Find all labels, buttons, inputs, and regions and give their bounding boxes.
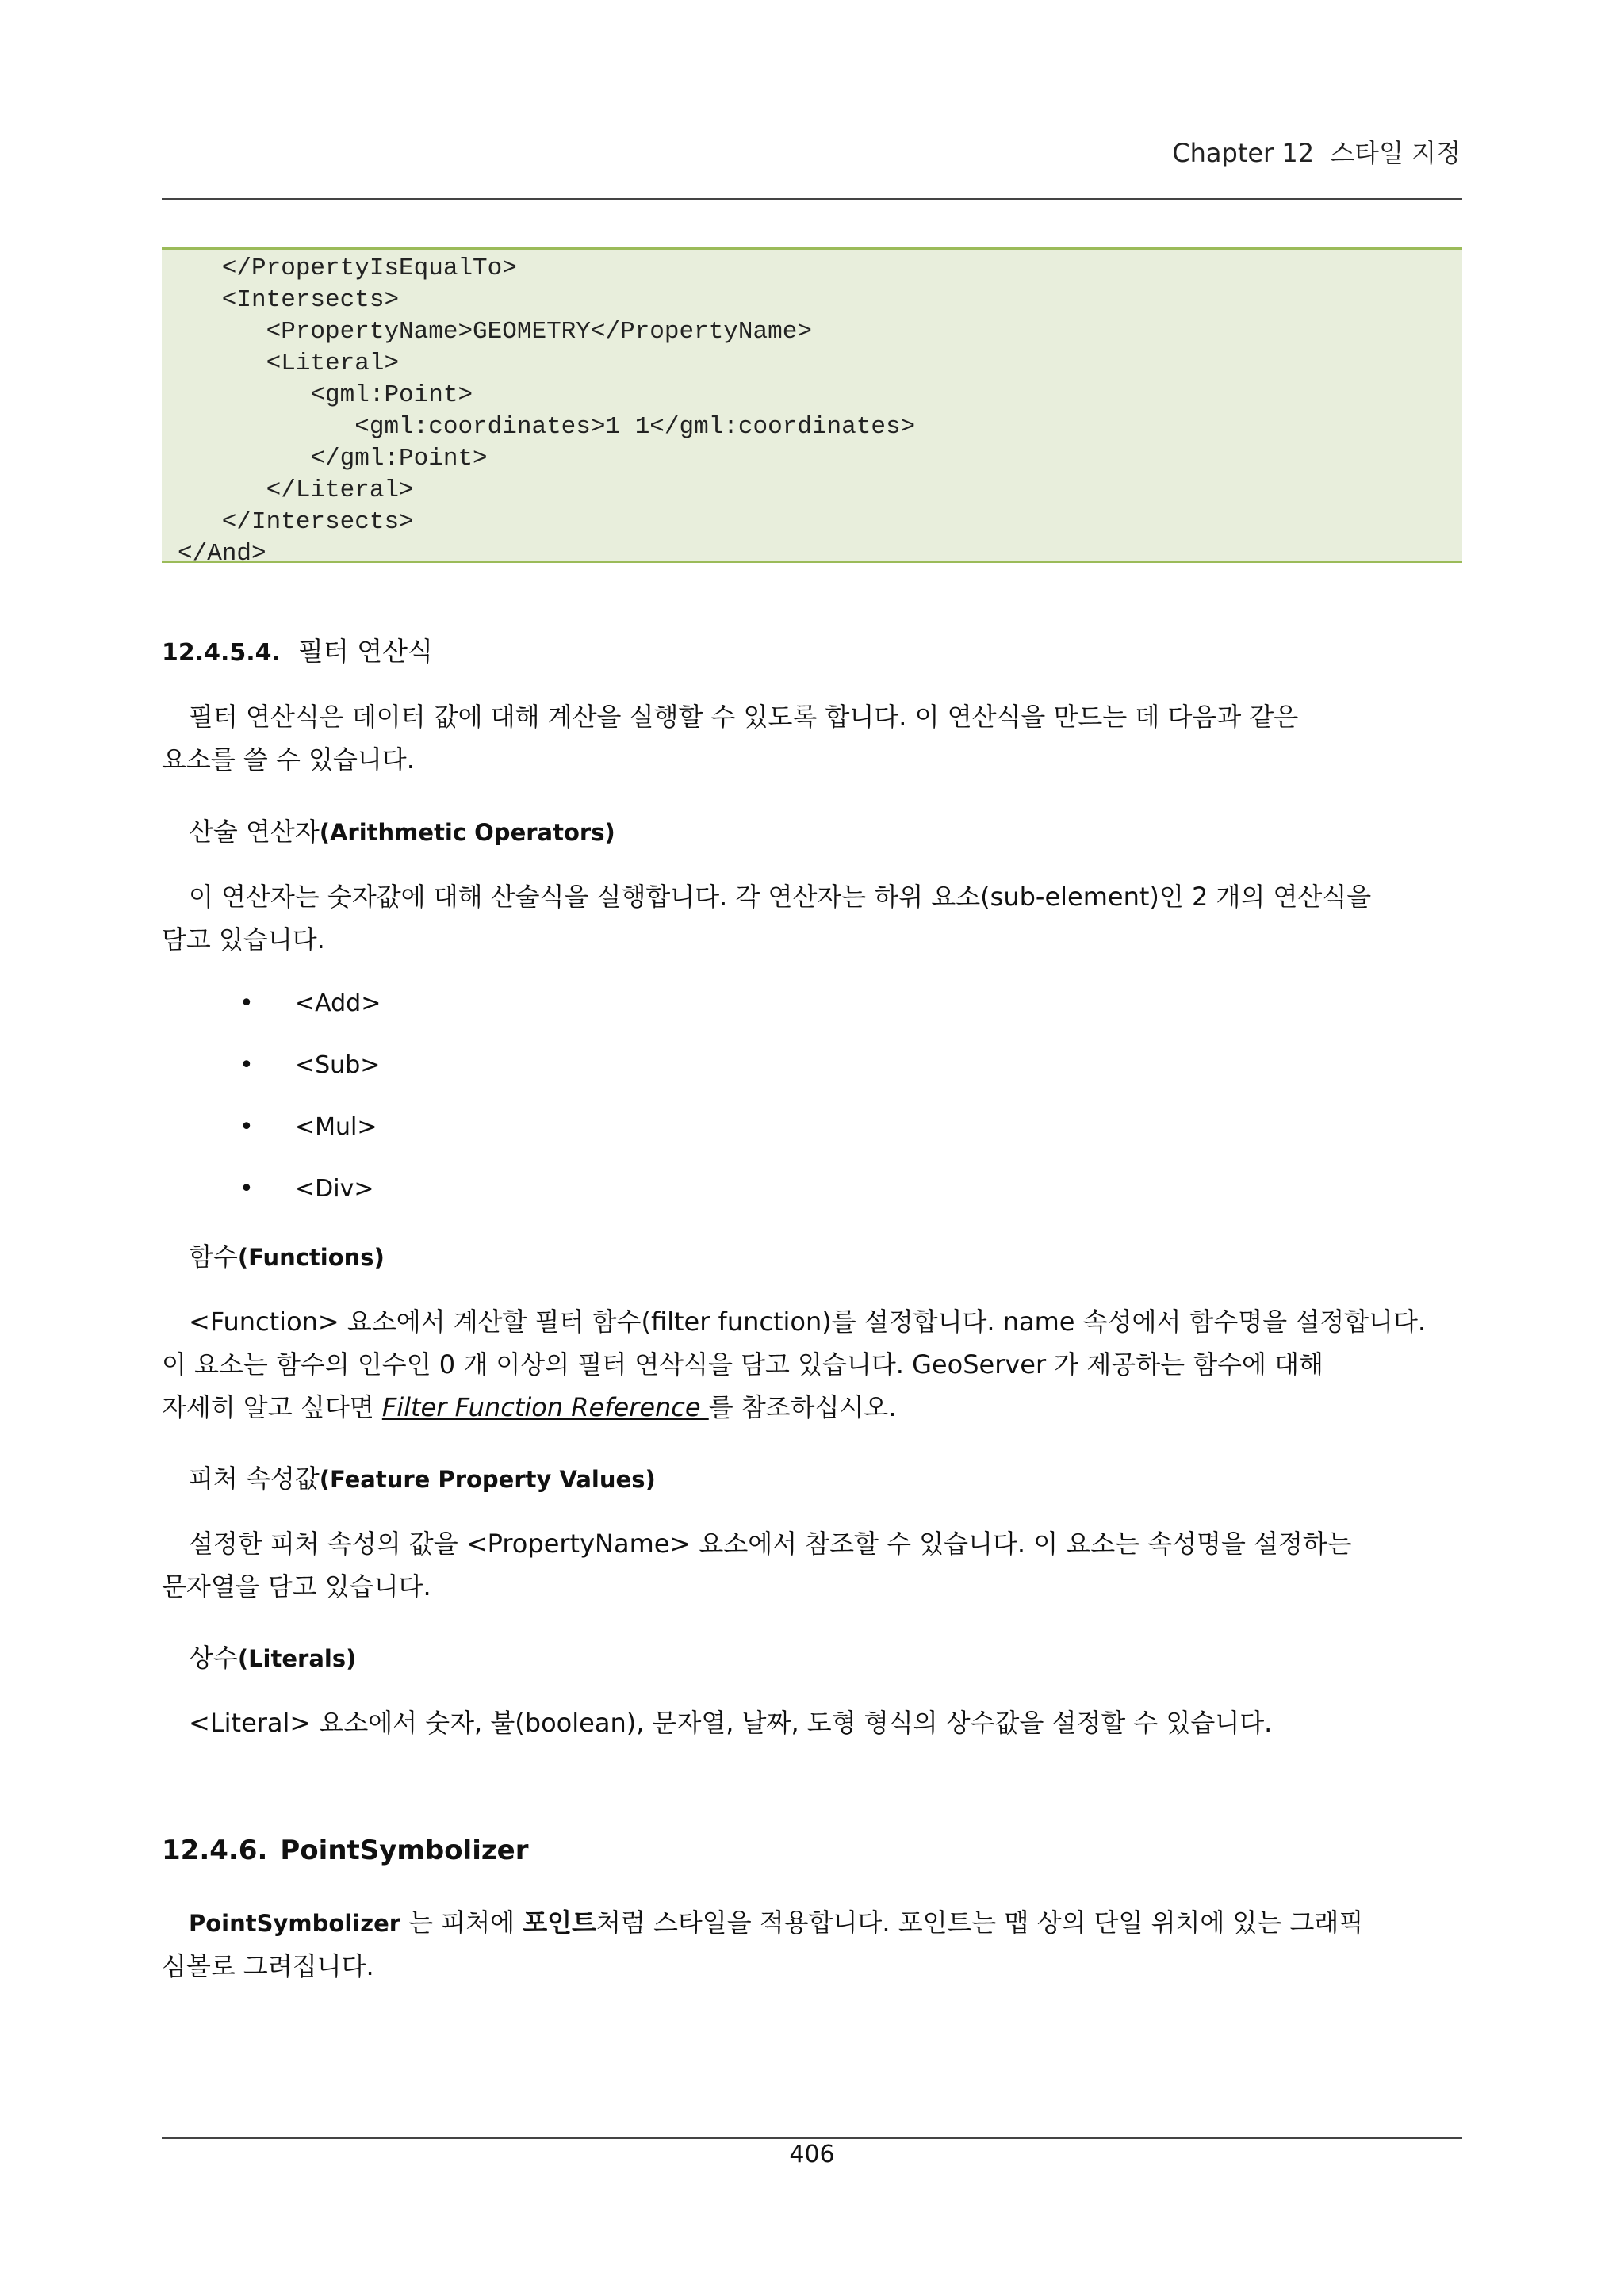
paragraph-line: <Literal> 요소에서 숫자, 불(boolean), 문자열, 날짜, 도형 형식의 상수값을 설정할 수 있습니다.	[189, 1708, 1273, 1738]
section-number: 12.4.6.	[162, 1835, 268, 1866]
chapter-label: Chapter 12	[1172, 138, 1315, 168]
functions-heading	[189, 1237, 385, 1273]
filter-expr-intro	[162, 695, 1462, 781]
bullet-icon: •	[239, 1113, 254, 1141]
text-span: 처럼 스타일을 적용합니다. 포인트는 맵 상의 단일 위치에 있는 그래픽	[596, 1908, 1364, 1938]
list-item-label: <Div>	[295, 1175, 374, 1203]
text-span: 를 참조하십시오.	[708, 1392, 897, 1422]
paragraph-line: 설정한 피처 속성의 값을 <PropertyName> 요소에서 참조할 수 있습니다. 이 요소는 속성명을 설정하는	[189, 1529, 1352, 1559]
feature-props-heading	[189, 1459, 656, 1495]
section-title: PointSymbolizer	[280, 1835, 529, 1866]
paragraph-line: 요소를 쓸 수 있습니다.	[162, 744, 415, 775]
paragraph-line: 담고 있습니다.	[162, 924, 325, 955]
chapter-header	[1172, 133, 1461, 170]
code-line: <Intersects>	[178, 286, 400, 314]
paragraph-line: <Function> 요소에서 계산할 필터 함수(filter function)를 설정합니다. name 속성에서 함수명을 설정합니다.	[189, 1307, 1427, 1337]
literals-heading	[189, 1638, 356, 1674]
paragraph-line: 심볼로 그려집니다.	[162, 1951, 374, 1981]
page-number: 406	[789, 2141, 835, 2168]
paragraph-line	[162, 1386, 1462, 1429]
feature-props-paragraph	[162, 1522, 1462, 1608]
list-item	[239, 1175, 373, 1203]
text-span: 는 피처에	[400, 1908, 523, 1938]
term-korean: 피처 속성값	[189, 1464, 320, 1494]
term-english: (Literals)	[237, 1645, 357, 1672]
code-line: </And>	[178, 540, 266, 568]
term-english: (Functions)	[237, 1244, 385, 1271]
term-pointsymbolizer: PointSymbolizer	[189, 1910, 401, 1937]
list-item-label: <Mul>	[295, 1113, 377, 1141]
code-line: <gml:Point>	[178, 381, 473, 409]
section-number: 12.4.5.4.	[162, 639, 281, 667]
functions-paragraph	[162, 1300, 1462, 1429]
code-line: <PropertyName>GEOMETRY</PropertyName>	[178, 318, 812, 346]
section-heading-filter-expressions	[162, 631, 433, 668]
bullet-icon: •	[239, 1051, 254, 1079]
list-item	[239, 1113, 377, 1141]
list-item	[239, 1051, 380, 1079]
code-line: </Literal>	[178, 476, 414, 504]
footer-rule	[162, 2137, 1462, 2139]
code-line: </PropertyIsEqualTo>	[178, 254, 517, 282]
paragraph-line: 이 연산자는 숫자값에 대해 산술식을 실행합니다. 각 연산자는 하위 요소(sub-element)인 2 개의 연산식을	[189, 882, 1372, 912]
term-english: (Feature Property Values)	[319, 1466, 656, 1493]
term-korean: 산술 연산자	[189, 817, 320, 847]
paragraph-line	[162, 1901, 1462, 1945]
text-span: 자세히 알고 싶다면	[162, 1392, 382, 1422]
term-korean: 함수	[189, 1242, 238, 1272]
paragraph-line: 이 요소는 함수의 인수인 0 개 이상의 필터 연삭식을 담고 있습니다. GeoServer 가 제공하는 함수에 대해	[162, 1349, 1323, 1380]
code-line: </Intersects>	[178, 508, 414, 536]
code-line: </gml:Point>	[178, 445, 488, 473]
bullet-icon: •	[239, 989, 254, 1017]
arithmetic-paragraph	[162, 875, 1462, 961]
list-item	[239, 989, 381, 1017]
literals-paragraph	[162, 1701, 1462, 1744]
code-line: <Literal>	[178, 350, 400, 377]
code-line: <gml:coordinates>1 1</gml:coordinates>	[178, 413, 916, 441]
section-heading-pointsymbolizer	[162, 1835, 528, 1866]
paragraph-line: 문자열을 담고 있습니다.	[162, 1571, 431, 1601]
list-item-label: <Add>	[295, 989, 381, 1017]
chapter-title: 스타일 지정	[1330, 138, 1461, 168]
term-english: (Arithmetic Operators)	[319, 819, 615, 846]
code-block	[162, 247, 1462, 568]
filter-function-reference-link[interactable]: Filter Function Reference	[381, 1392, 709, 1422]
term-korean: 상수	[189, 1643, 238, 1673]
list-item-label: <Sub>	[295, 1051, 381, 1079]
section-title: 필터 연산식	[297, 636, 433, 667]
header-rule	[162, 198, 1462, 200]
emphasis-point: 포인트	[523, 1908, 596, 1938]
paragraph-line: 필터 연산식은 데이터 값에 대해 계산을 실행할 수 있도록 합니다. 이 연산식을 만드는 데 다음과 같은	[189, 702, 1299, 732]
arithmetic-heading	[189, 812, 615, 848]
bullet-icon: •	[239, 1175, 254, 1203]
pointsymbolizer-paragraph	[162, 1901, 1462, 1988]
